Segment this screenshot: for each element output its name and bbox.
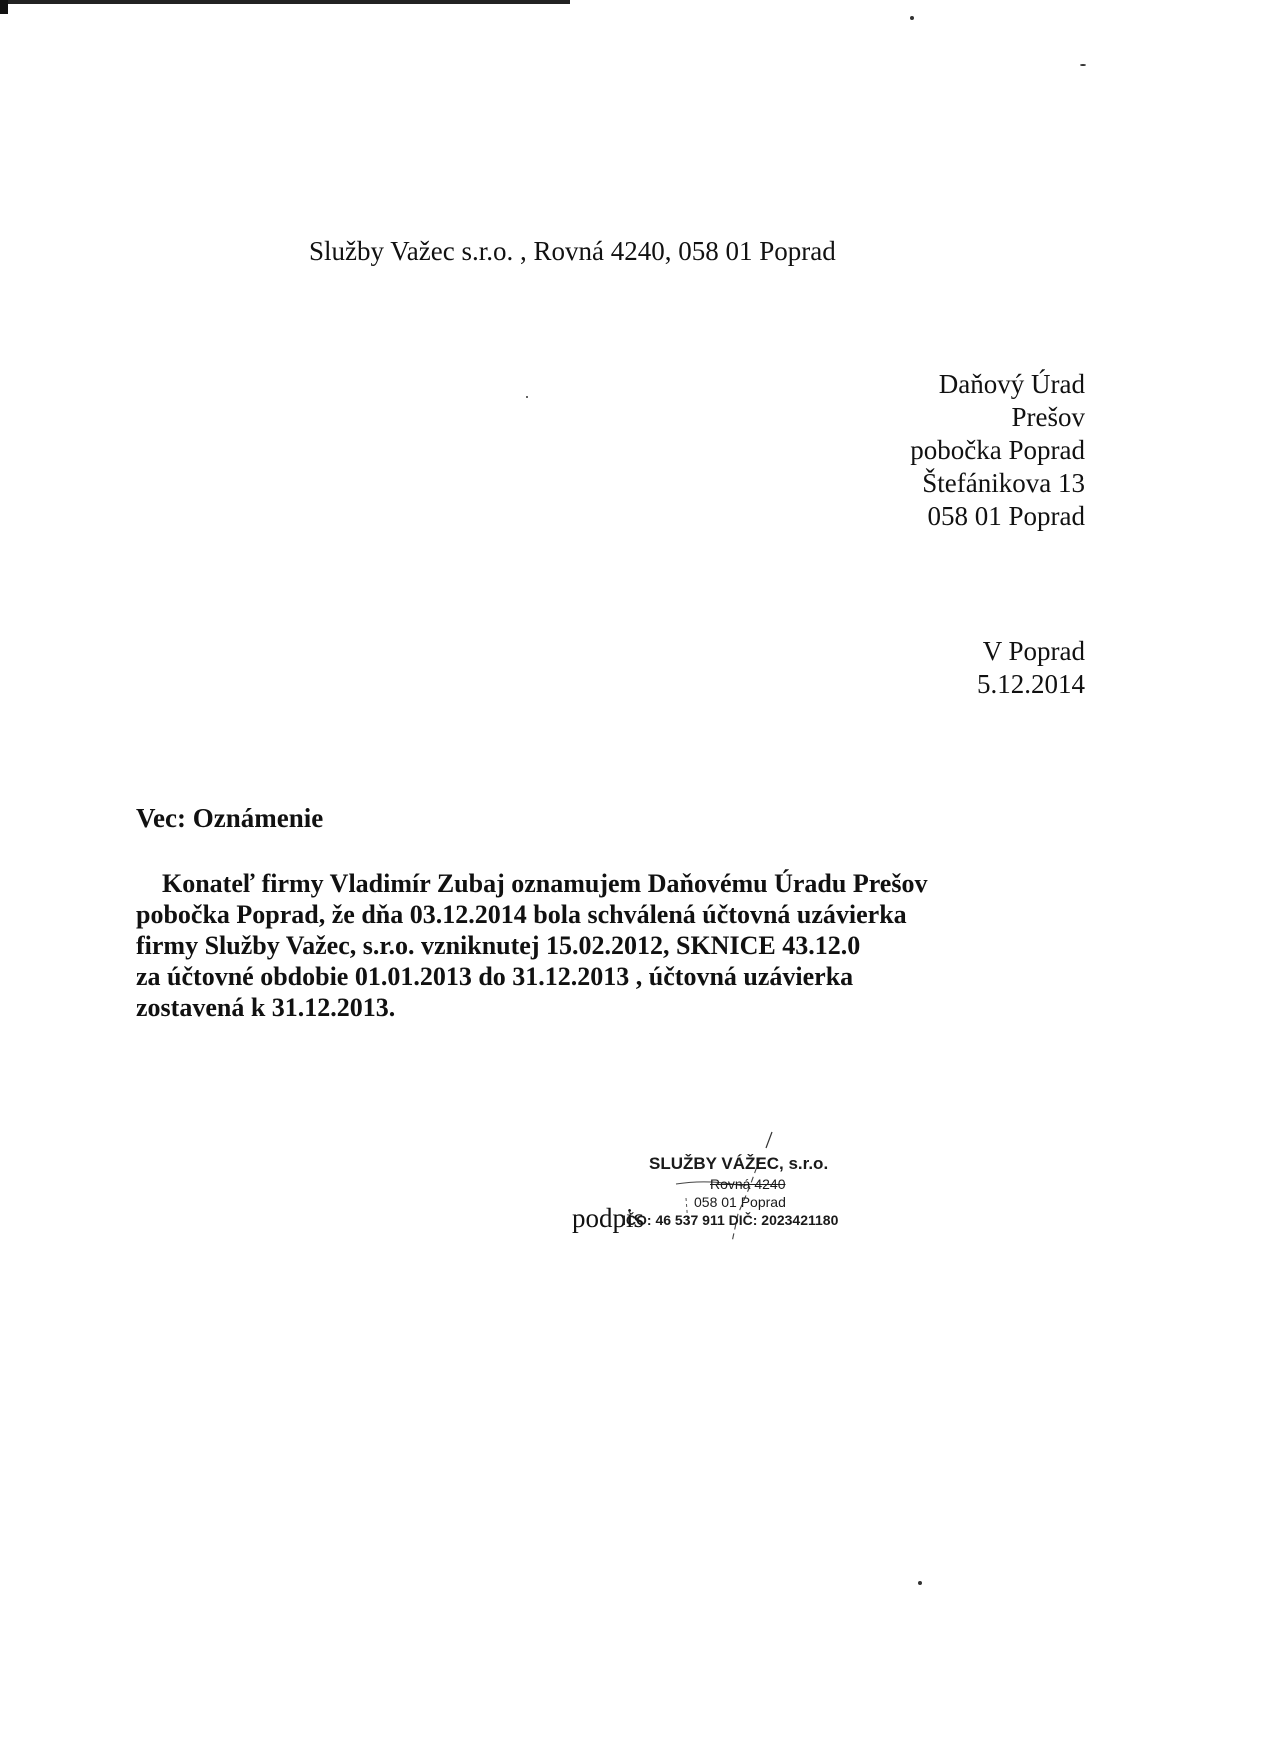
recipient-line: Prešov xyxy=(1011,402,1085,432)
scan-speck xyxy=(526,396,528,398)
body-line: firmy Služby Važec, s.r.o. vzniknutej 15.02.2012, SKNICE 43.12.0 xyxy=(136,931,861,960)
date: 5.12.2014 xyxy=(977,669,1085,699)
stamp-city: 058 01 Poprad xyxy=(694,1194,786,1210)
recipient-line: pobočka Poprad xyxy=(910,435,1085,465)
company-stamp xyxy=(612,1124,932,1274)
scan-speck xyxy=(910,16,914,20)
recipient-line: Daňový Úrad xyxy=(938,369,1085,399)
recipient-line: 058 01 Poprad xyxy=(927,501,1085,531)
recipient-line: Štefánikova 13 xyxy=(922,468,1085,498)
scan-edge-line xyxy=(0,0,570,4)
signature-label: podpis xyxy=(572,1203,645,1233)
subject-line: Vec: Oznámenie xyxy=(136,803,324,833)
letter-body xyxy=(136,868,1036,1023)
recipient-address xyxy=(910,368,1085,533)
scan-speck xyxy=(1080,64,1086,66)
place-and-date xyxy=(977,635,1085,701)
stamp-company-name: SLUŽBY VÁŽEC, s.r.o. xyxy=(649,1154,829,1173)
stamp-ids: IČO: 46 537 911 DIČ: 2023421180 xyxy=(622,1212,839,1228)
place: V Poprad xyxy=(982,636,1085,666)
scan-speck xyxy=(918,1581,922,1585)
body-line: za účtovné obdobie 01.01.2013 do 31.12.2013 , účtovná uzávierka xyxy=(136,962,854,991)
body-line: pobočka Poprad, že dňa 03.12.2014 bola schválená účtovná uzávierka xyxy=(136,900,907,929)
sender-address: Služby Važec s.r.o. , Rovná 4240, 058 01 Poprad xyxy=(309,236,836,266)
body-line: zostavená k 31.12.2013. xyxy=(136,993,396,1022)
stamp-street: Rovná 4240 xyxy=(710,1176,786,1192)
body-line: Konateľ firmy Vladimír Zubaj oznamujem Daňovému Úradu Prešov xyxy=(162,869,928,898)
